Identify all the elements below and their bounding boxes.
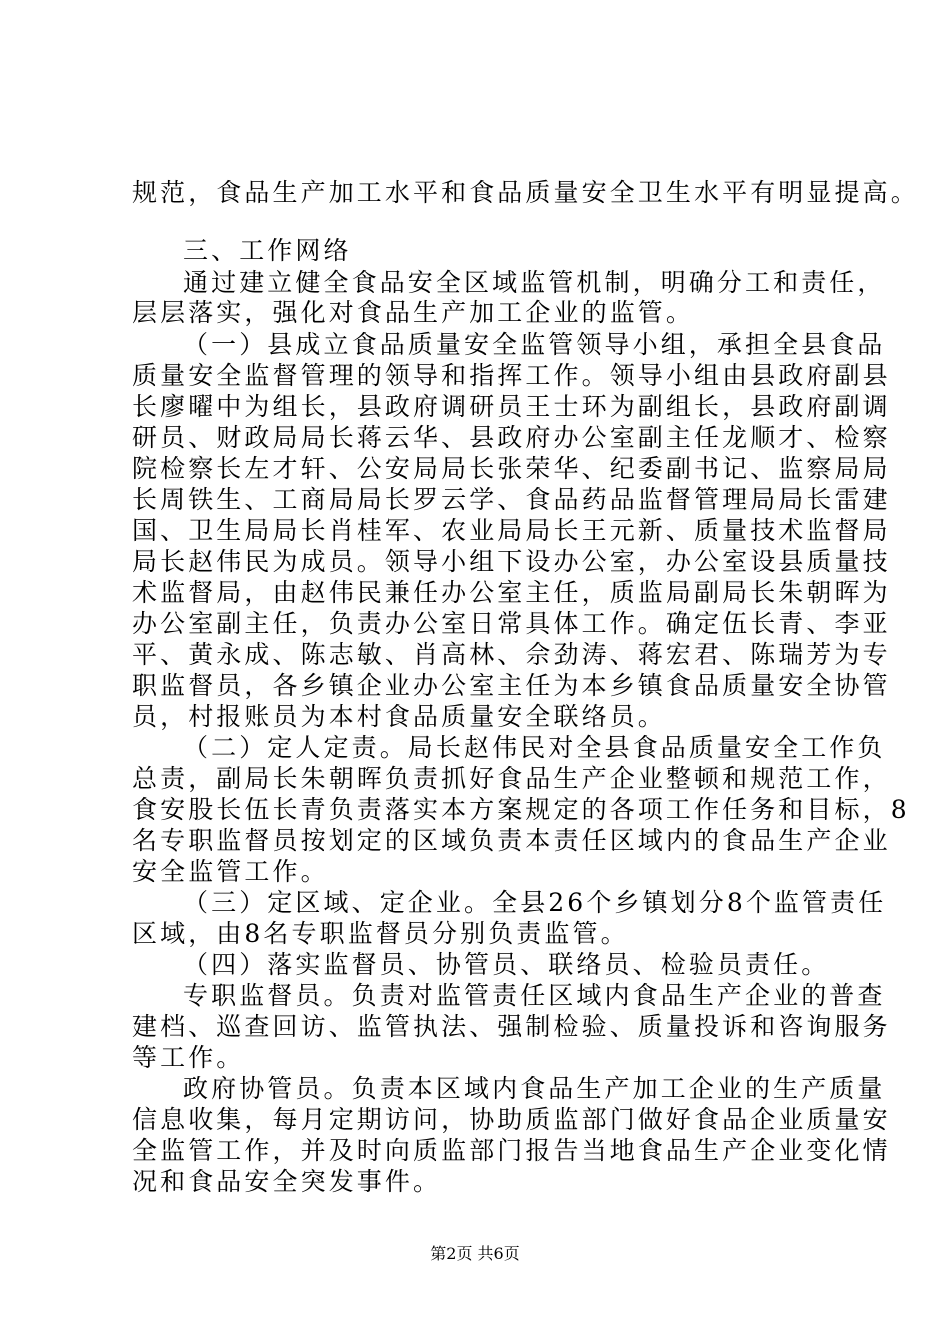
page-footer: 第2页 共6页	[430, 1244, 520, 1263]
paragraph-line: 术监督局，由赵伟民兼任办公室主任，质监局副局长朱朝晖为	[132, 578, 891, 607]
paragraph-line: 食安股长伍长青负责落实本方案规定的各项工作任务和目标，8	[132, 795, 910, 824]
paragraph-line: 政府协管员。负责本区域内食品生产加工企业的生产质量	[183, 1074, 886, 1103]
paragraph-line: 况和食品安全突发事件。	[132, 1167, 442, 1196]
paragraph-line: 研员、财政局局长蒋云华、县政府办公室副主任龙顺才、检察	[132, 423, 891, 452]
paragraph-line: 建档、巡查回访、监管执法、强制检验、质量投诉和咨询服务	[132, 1012, 891, 1041]
paragraph-line: 全监管工作，并及时向质监部门报告当地食品生产企业变化情	[132, 1136, 891, 1165]
paragraph-line: 办公室副主任，负责办公室日常具体工作。确定伍长青、李亚	[132, 609, 891, 638]
paragraph-line: 专职监督员。负责对监管责任区域内食品生产企业的普查	[183, 981, 886, 1010]
paragraph-line: 安全监管工作。	[132, 857, 329, 886]
paragraph-line: 信息收集，每月定期访问，协助质监部门做好食品企业质量安	[132, 1105, 891, 1134]
paragraph-line: 院检察长左才轩、公安局局长张荣华、纪委副书记、监察局局	[132, 454, 891, 483]
paragraph-line: 总责，副局长朱朝晖负责抓好食品生产企业整顿和规范工作，	[132, 764, 891, 793]
paragraph-line: 层层落实，强化对食品生产加工企业的监管。	[132, 298, 695, 327]
paragraph-line: （三）定区域、定企业。全县26个乡镇划分8个监管责任	[183, 888, 887, 917]
paragraph-line: 平、黄永成、陈志敏、肖高林、佘劲涛、蒋宏君、陈瑞芳为专	[132, 640, 891, 669]
paragraph-line: （二）定人定责。局长赵伟民对全县食品质量安全工作负	[183, 733, 886, 762]
paragraph-line: （四）落实监督员、协管员、联络员、检验员责任。	[183, 950, 830, 979]
paragraph-line: 等工作。	[132, 1043, 245, 1072]
section-heading: 三、工作网络	[183, 236, 352, 265]
paragraph-line: 局长赵伟民为成员。领导小组下设办公室，办公室设县质量技	[132, 547, 891, 576]
paragraph-line: 名专职监督员按划定的区域负责本责任区域内的食品生产企业	[132, 826, 891, 855]
paragraph-line: 长周铁生、工商局局长罗云学、食品药品监督管理局局长雷建	[132, 485, 891, 514]
paragraph-line: 国、卫生局局长肖桂军、农业局局长王元新、质量技术监督局	[132, 516, 891, 545]
paragraph-line: 规范，食品生产加工水平和食品质量安全卫生水平有明显提高。	[132, 178, 919, 207]
paragraph-line: 员，村报账员为本村食品质量安全联络员。	[132, 702, 666, 731]
paragraph-line: 区域，由8名专职监督员分别负责监管。	[132, 919, 629, 948]
paragraph-line: 职监督员，各乡镇企业办公室主任为本乡镇食品质量安全协管	[132, 671, 891, 700]
paragraph-line: （一）县成立食品质量安全监管领导小组，承担全县食品	[183, 330, 886, 359]
paragraph-line: 长廖曜中为组长，县政府调研员王士环为副组长，县政府副调	[132, 392, 891, 421]
paragraph-line: 质量安全监督管理的领导和指挥工作。领导小组由县政府副县	[132, 361, 891, 390]
paragraph-line: 通过建立健全食品安全区域监管机制，明确分工和责任，	[183, 268, 886, 297]
